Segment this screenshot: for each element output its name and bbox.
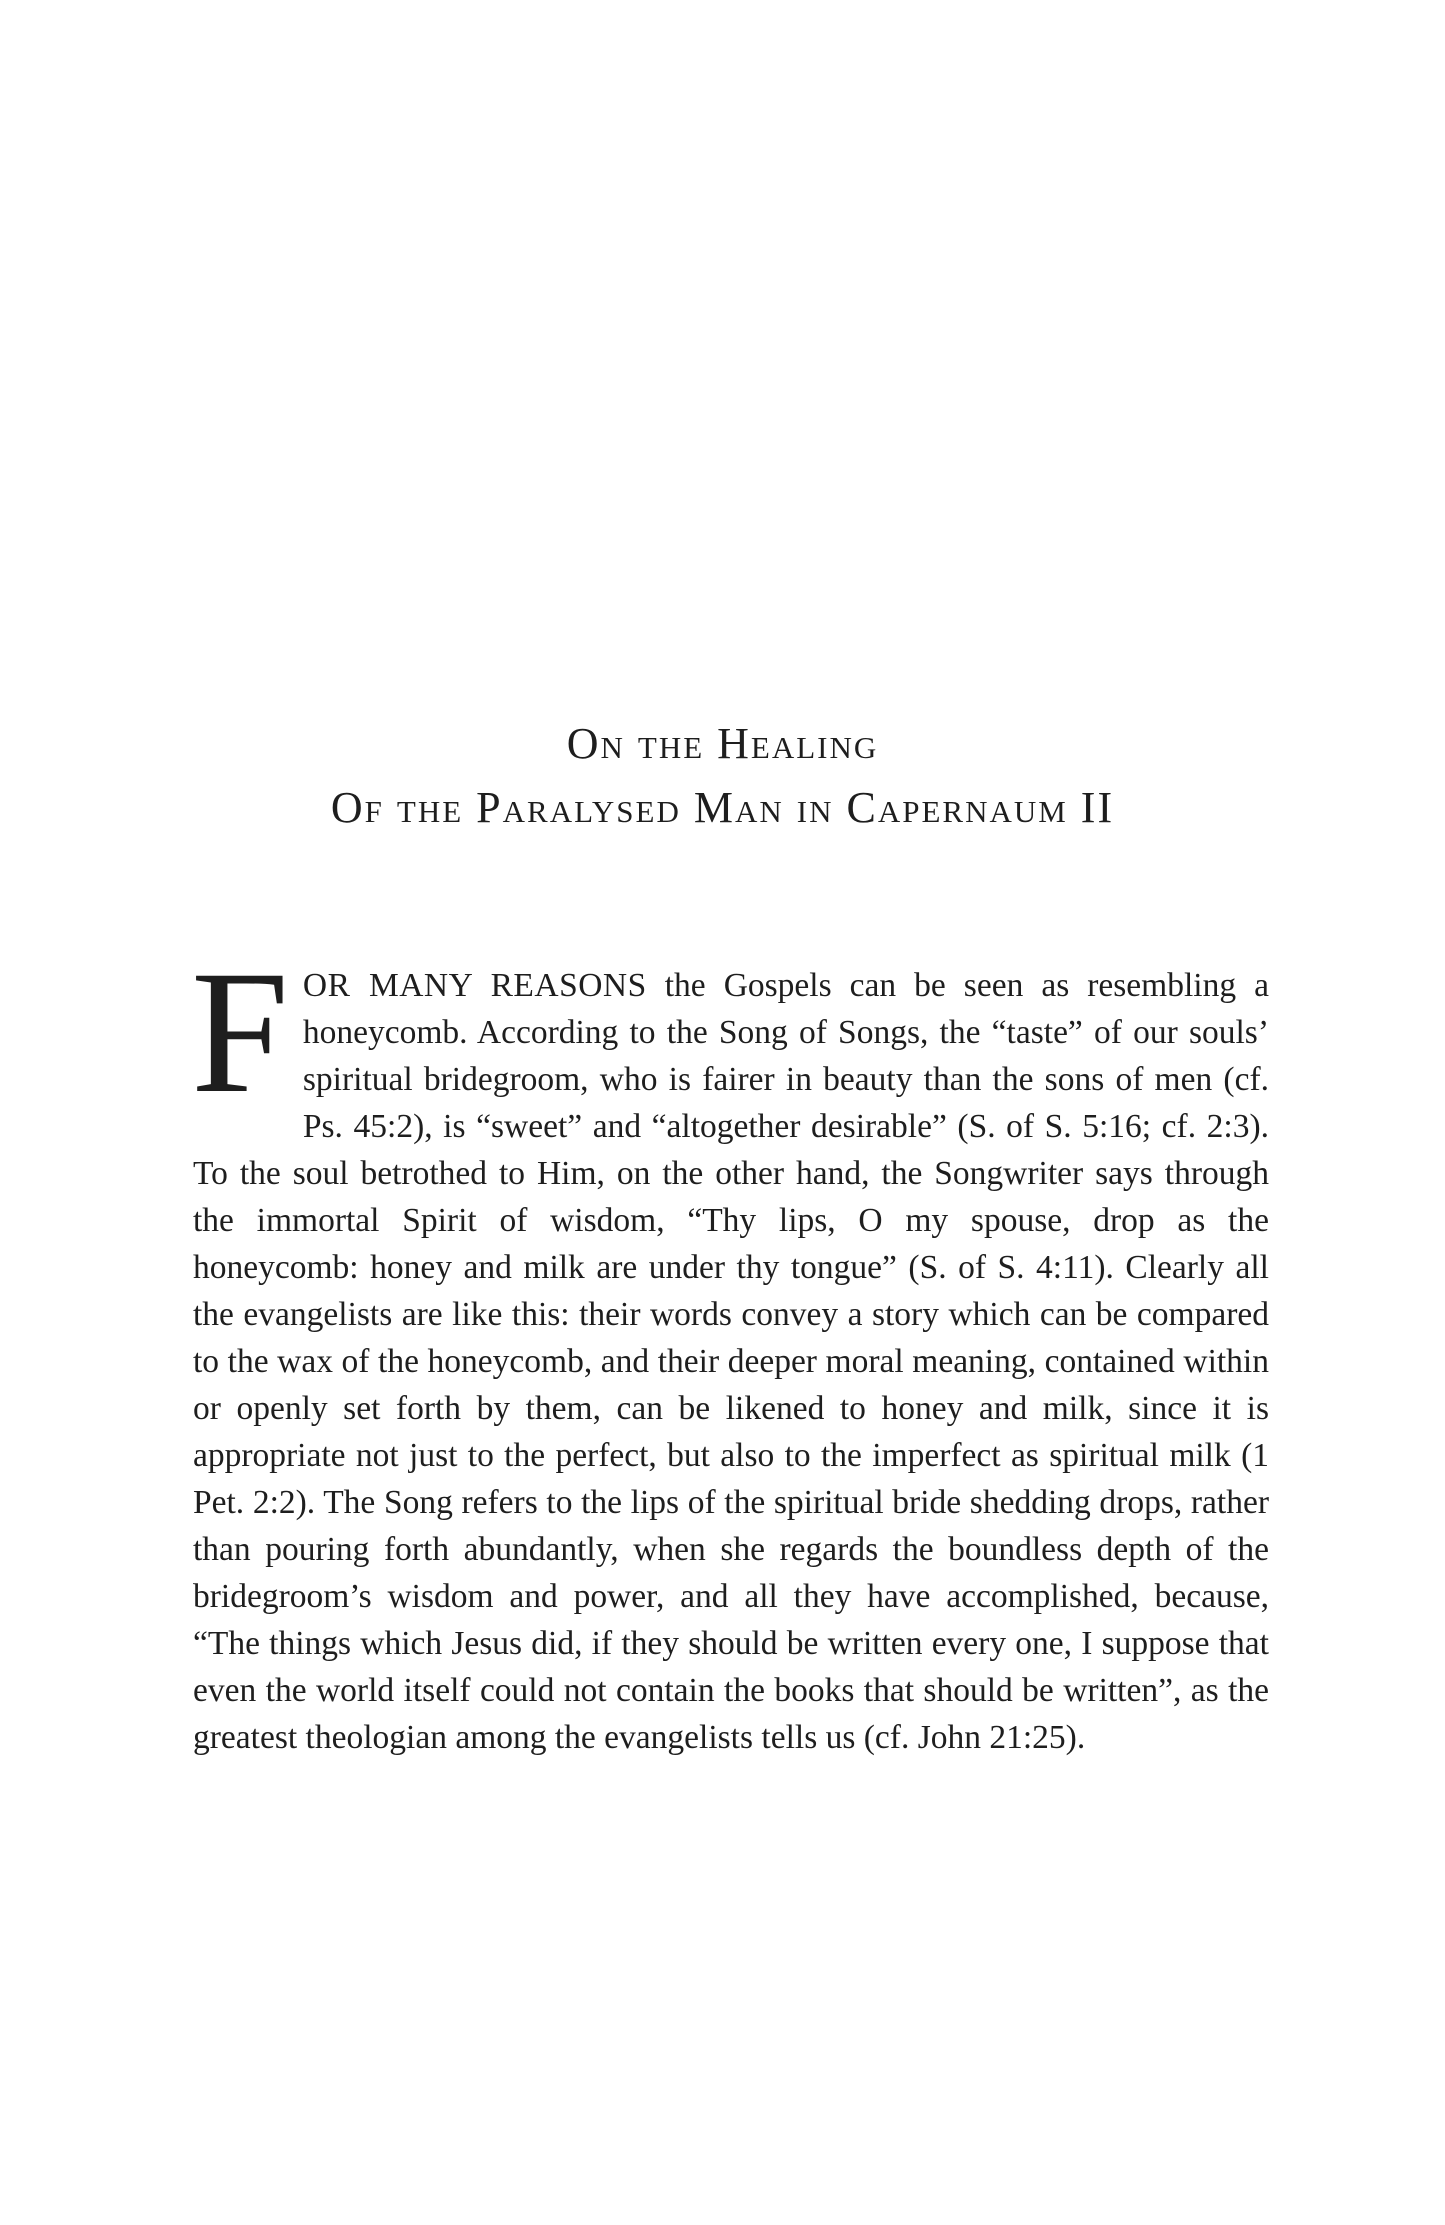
drop-cap-letter: F [191,935,289,1130]
chapter-title-line-2: Of the Paralysed Man in Capernaum II [330,783,1115,832]
paragraph-text: the Gospels can be seen as resembling a honeycomb. According to the Song of Songs, the “taste” of our souls’ spiritual bridegroom, who is fairer in beauty than the sons of men (cf. Ps. 45:2), is “sweet” and “altogether desirable” (S. of S. 5:16; cf. 2:3). To the soul betrothed to Him, on the other hand, the Songwriter says through the immortal Spirit of wisdom, “Thy lips, O my spouse, drop as the honeycomb: honey and milk are under thy tongue” (S. of S. 4:11). Clearly all the evangelists are like this: their words convey a story which can be compared to the wax of the honeycomb, and their deeper moral meaning, contained within or openly set forth by them, can be likened to honey and milk, since it is appropriate not just to the perfect, but also to the imperfect as spiritual milk (1 Pet. 2:2). The Song refers to the lips of the spiritual bride shedding drops, rather than pouring forth abundantly, when she regards the boundless depth of the bridegroom’s wisdom and power, and all they have accomplished, because, “The things which Jesus did, if they should be written every one, I suppose that even the world itself could not contain the books that should be written”, as the greatest theologian among the evangelists tells us (cf. John 21:25). [193,967,1269,1756]
chapter-title-line-1: On the Healing [566,719,879,768]
body-paragraph [191,935,1269,1761]
paragraph-lead-in: OR MANY REASONS [302,967,647,1004]
chapter-title [0,712,1445,840]
